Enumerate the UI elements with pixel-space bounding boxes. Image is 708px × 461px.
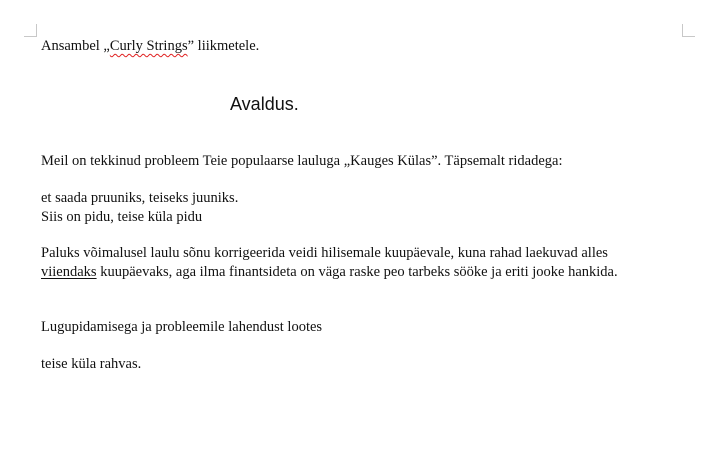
quote-line-2: Siis on pidu, teise küla pidu <box>41 209 203 225</box>
greeting-suffix: ” liikmetele. <box>187 38 260 54</box>
top-right-margin-corner-mark <box>682 24 695 37</box>
closing-line: Lugupidamisega ja probleemile lahendust lootes <box>41 319 323 335</box>
request-line-1: Paluks võimalusel laulu sõnu korrigeerida veidi hilisemale kuupäevale, kuna rahad laekuvad alles <box>41 245 608 261</box>
greeting-line <box>41 37 259 55</box>
request-line-2-rest: kuupäevaks, aga ilma finantsideta on väga raske peo tarbeks sööke ja eriti jooke hankida. <box>96 264 618 280</box>
quote-line-1: et saada pruuniks, teiseks juuniks. <box>41 190 239 206</box>
band-name-misspelled[interactable]: Curly Strings <box>109 38 188 54</box>
signature-line: teise küla rahvas. <box>41 356 142 372</box>
top-left-margin-corner-mark <box>24 24 37 37</box>
document-title: Avaldus. <box>230 94 299 114</box>
request-line-2 <box>41 263 618 281</box>
underlined-word: viiendaks <box>41 264 97 280</box>
greeting-prefix: Ansambel „ <box>41 38 110 54</box>
intro-paragraph: Meil on tekkinud probleem Teie populaarse lauluga „Kauges Külas”. Täpsemalt ridadega: <box>41 153 563 169</box>
